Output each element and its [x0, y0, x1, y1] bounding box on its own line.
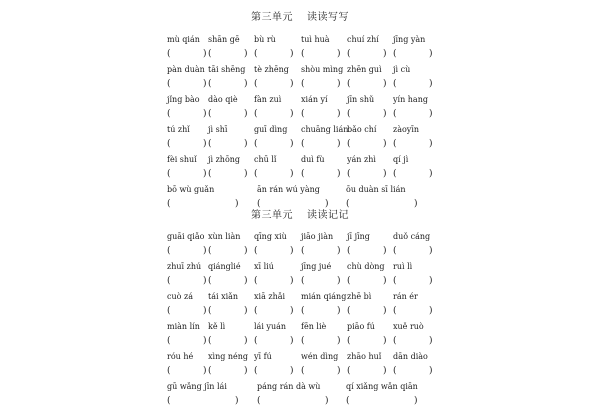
open-paren: ( — [208, 366, 212, 376]
close-paren: ) — [290, 49, 294, 59]
open-paren: ( — [208, 79, 212, 89]
section-1-heading: 读读写写 — [307, 12, 349, 23]
pinyin-text: jǐng bào — [167, 95, 200, 104]
open-paren: ( — [167, 49, 171, 59]
pinyin-text: fèi shuǐ — [167, 155, 197, 164]
open-paren: ( — [393, 246, 397, 256]
pinyin-text: jīng jué — [301, 262, 332, 271]
open-paren: ( — [393, 109, 397, 119]
close-paren: ) — [383, 79, 387, 89]
open-paren: ( — [301, 79, 305, 89]
close-paren: ) — [290, 306, 294, 316]
close-paren: ) — [337, 306, 341, 316]
close-paren: ) — [414, 199, 418, 209]
close-paren: ) — [203, 336, 207, 346]
pinyin-text: tuì huà — [301, 35, 330, 44]
pinyin-text: chù dòng — [347, 262, 385, 271]
close-paren: ) — [244, 109, 248, 119]
answer-blank[interactable] — [393, 245, 463, 257]
pinyin-text: chuāng lián — [301, 125, 349, 134]
answer-blank[interactable] — [393, 275, 463, 287]
word-row — [0, 262, 600, 292]
close-paren: ) — [337, 246, 341, 256]
open-paren: ( — [254, 336, 258, 346]
pinyin-text: bǎo chí — [347, 125, 377, 134]
pinyin-text: jīng yàn — [393, 35, 426, 44]
close-paren: ) — [203, 169, 207, 179]
pinyin-text: dào qiè — [208, 95, 238, 104]
close-paren: ) — [290, 246, 294, 256]
open-paren: ( — [347, 246, 351, 256]
close-paren: ) — [383, 246, 387, 256]
close-paren: ) — [429, 336, 433, 346]
open-paren: ( — [254, 276, 258, 286]
close-paren: ) — [337, 336, 341, 346]
answer-blank[interactable] — [393, 305, 463, 317]
open-paren: ( — [346, 396, 350, 406]
open-paren: ( — [167, 336, 171, 346]
answer-blank[interactable] — [257, 395, 327, 407]
pinyin-text: jī jīng — [347, 232, 370, 241]
close-paren: ) — [244, 336, 248, 346]
open-paren: ( — [208, 336, 212, 346]
close-paren: ) — [383, 109, 387, 119]
close-paren: ) — [429, 306, 433, 316]
pinyin-text: guāi qiǎo — [167, 232, 205, 241]
pinyin-text: zhāo huǐ — [347, 352, 382, 361]
pinyin-text: qīng xiù — [254, 232, 287, 241]
open-paren: ( — [393, 276, 397, 286]
open-paren: ( — [208, 276, 212, 286]
close-paren: ) — [383, 336, 387, 346]
close-paren: ) — [244, 366, 248, 376]
close-paren: ) — [337, 139, 341, 149]
close-paren: ) — [383, 306, 387, 316]
pinyin-text: qí xiǎng wǎn qiān — [346, 382, 418, 391]
open-paren: ( — [167, 246, 171, 256]
answer-blank[interactable] — [393, 168, 463, 180]
open-paren: ( — [254, 366, 258, 376]
pinyin-text: zàoyīn — [393, 125, 420, 134]
close-paren: ) — [244, 276, 248, 286]
close-paren: ) — [235, 199, 239, 209]
pinyin-text: xián yí — [301, 95, 328, 104]
answer-blank[interactable] — [393, 48, 463, 60]
pinyin-text: chū lǐ — [254, 155, 277, 164]
open-paren: ( — [301, 336, 305, 346]
pinyin-text: wén dìng — [301, 352, 339, 361]
answer-blank[interactable] — [393, 108, 463, 120]
pinyin-text: xiā zhǎi — [254, 292, 286, 301]
pinyin-text: tè zhēng — [254, 65, 289, 74]
open-paren: ( — [167, 396, 171, 406]
close-paren: ) — [429, 366, 433, 376]
close-paren: ) — [290, 139, 294, 149]
pinyin-text: róu hé — [167, 352, 194, 361]
open-paren: ( — [254, 79, 258, 89]
close-paren: ) — [383, 169, 387, 179]
close-paren: ) — [203, 109, 207, 119]
close-paren: ) — [337, 79, 341, 89]
pinyin-text: duǒ cáng — [393, 232, 431, 241]
pinyin-text: jì cù — [393, 65, 411, 74]
open-paren: ( — [347, 109, 351, 119]
open-paren: ( — [167, 366, 171, 376]
open-paren: ( — [347, 139, 351, 149]
close-paren: ) — [203, 306, 207, 316]
word-row — [0, 125, 600, 155]
open-paren: ( — [167, 169, 171, 179]
answer-blank[interactable] — [346, 395, 416, 407]
close-paren: ) — [325, 396, 329, 406]
open-paren: ( — [167, 79, 171, 89]
open-paren: ( — [167, 306, 171, 316]
open-paren: ( — [347, 366, 351, 376]
answer-blank[interactable] — [393, 335, 463, 347]
open-paren: ( — [301, 169, 305, 179]
open-paren: ( — [393, 336, 397, 346]
open-paren: ( — [393, 139, 397, 149]
word-row — [0, 352, 600, 382]
close-paren: ) — [203, 366, 207, 376]
pinyin-text: fēn liè — [301, 322, 327, 331]
close-paren: ) — [290, 79, 294, 89]
pinyin-text: mián qiáng — [301, 292, 347, 301]
pinyin-text: fàn zuì — [254, 95, 282, 104]
pinyin-text: shòu mìng — [301, 65, 344, 74]
open-paren: ( — [167, 276, 171, 286]
pinyin-text: ruì lì — [393, 262, 413, 271]
close-paren: ) — [429, 276, 433, 286]
pinyin-text: jì shī — [208, 125, 228, 134]
open-paren: ( — [254, 109, 258, 119]
close-paren: ) — [429, 109, 433, 119]
close-paren: ) — [429, 246, 433, 256]
open-paren: ( — [254, 49, 258, 59]
word-row — [0, 292, 600, 322]
pinyin-text: lái yuán — [254, 322, 287, 331]
pinyin-text: qí jì — [393, 155, 409, 164]
open-paren: ( — [167, 109, 171, 119]
word-row — [0, 322, 600, 352]
open-paren: ( — [301, 139, 305, 149]
pinyin-text: yín hang — [393, 95, 428, 104]
close-paren: ) — [203, 79, 207, 89]
close-paren: ) — [383, 139, 387, 149]
pinyin-text: gū wǎng jīn lái — [167, 382, 227, 391]
pinyin-text: ān rán wú yàng — [257, 185, 320, 194]
pinyin-text: tāi shēng — [208, 65, 246, 74]
pinyin-text: yán zhì — [347, 155, 376, 164]
open-paren: ( — [254, 246, 258, 256]
close-paren: ) — [290, 169, 294, 179]
pinyin-text: pàn duàn — [167, 65, 205, 74]
open-paren: ( — [347, 169, 351, 179]
open-paren: ( — [208, 139, 212, 149]
open-paren: ( — [254, 139, 258, 149]
close-paren: ) — [290, 276, 294, 286]
close-paren: ) — [290, 109, 294, 119]
pinyin-text: bō wù guǎn — [167, 185, 215, 194]
open-paren: ( — [257, 199, 261, 209]
pinyin-text: duì fù — [301, 155, 325, 164]
section-2-heading: 读读记记 — [307, 210, 349, 221]
pinyin-text: jīn shǔ — [347, 95, 375, 104]
pinyin-text: miàn lín — [167, 322, 200, 331]
open-paren: ( — [393, 79, 397, 89]
close-paren: ) — [337, 366, 341, 376]
close-paren: ) — [203, 49, 207, 59]
idiom-row — [0, 382, 600, 412]
close-paren: ) — [429, 49, 433, 59]
section-1-unit: 第三单元 — [251, 12, 293, 23]
close-paren: ) — [337, 49, 341, 59]
close-paren: ) — [244, 139, 248, 149]
close-paren: ) — [383, 366, 387, 376]
answer-blank[interactable] — [393, 78, 463, 90]
close-paren: ) — [290, 366, 294, 376]
open-paren: ( — [257, 396, 261, 406]
close-paren: ) — [383, 49, 387, 59]
open-paren: ( — [347, 276, 351, 286]
word-row — [0, 65, 600, 95]
close-paren: ) — [414, 396, 418, 406]
open-paren: ( — [167, 199, 171, 209]
open-paren: ( — [393, 306, 397, 316]
close-paren: ) — [325, 199, 329, 209]
close-paren: ) — [429, 79, 433, 89]
close-paren: ) — [203, 246, 207, 256]
open-paren: ( — [347, 79, 351, 89]
open-paren: ( — [301, 306, 305, 316]
close-paren: ) — [337, 109, 341, 119]
close-paren: ) — [235, 396, 239, 406]
pinyin-text: zhēn guì — [347, 65, 382, 74]
word-row — [0, 95, 600, 125]
open-paren: ( — [208, 246, 212, 256]
close-paren: ) — [203, 139, 207, 149]
section-1-title — [0, 8, 600, 23]
pinyin-text: mù qián — [167, 35, 200, 44]
open-paren: ( — [301, 109, 305, 119]
answer-blank[interactable] — [393, 138, 463, 150]
close-paren: ) — [429, 139, 433, 149]
close-paren: ) — [244, 79, 248, 89]
open-paren: ( — [301, 366, 305, 376]
pinyin-text: zhuī zhú — [167, 262, 202, 271]
open-paren: ( — [208, 109, 212, 119]
close-paren: ) — [244, 169, 248, 179]
pinyin-text: zhē bì — [347, 292, 372, 301]
close-paren: ) — [203, 276, 207, 286]
open-paren: ( — [208, 169, 212, 179]
pinyin-text: xuě ruò — [393, 322, 424, 331]
close-paren: ) — [429, 169, 433, 179]
open-paren: ( — [301, 246, 305, 256]
word-row — [0, 232, 600, 262]
open-paren: ( — [254, 306, 258, 316]
open-paren: ( — [393, 49, 397, 59]
close-paren: ) — [337, 276, 341, 286]
pinyin-text: cuò zá — [167, 292, 193, 301]
close-paren: ) — [337, 169, 341, 179]
open-paren: ( — [346, 199, 350, 209]
word-row — [0, 155, 600, 185]
section-2-unit: 第三单元 — [251, 210, 293, 221]
pinyin-text: xī liú — [254, 262, 274, 271]
answer-blank[interactable] — [167, 395, 237, 407]
open-paren: ( — [301, 49, 305, 59]
pinyin-text: shān gē — [208, 35, 240, 44]
pinyin-text: tái xiǎn — [208, 292, 239, 301]
open-paren: ( — [254, 169, 258, 179]
pinyin-text: qiánglié — [208, 262, 241, 271]
close-paren: ) — [244, 306, 248, 316]
open-paren: ( — [208, 306, 212, 316]
pinyin-text: jì zhōng — [208, 155, 241, 164]
pinyin-text: rán ér — [393, 292, 418, 301]
pinyin-text: yī fú — [254, 352, 272, 361]
pinyin-text: guī dìng — [254, 125, 288, 134]
open-paren: ( — [347, 49, 351, 59]
pinyin-text: piāo fú — [347, 322, 375, 331]
open-paren: ( — [393, 366, 397, 376]
open-paren: ( — [347, 306, 351, 316]
pinyin-text: bù rù — [254, 35, 276, 44]
open-paren: ( — [347, 336, 351, 346]
open-paren: ( — [393, 169, 397, 179]
open-paren: ( — [208, 49, 212, 59]
answer-blank[interactable] — [393, 365, 463, 377]
pinyin-text: ōu duàn sī lián — [346, 185, 406, 194]
open-paren: ( — [301, 276, 305, 286]
pinyin-text: jiāo jiàn — [301, 232, 334, 241]
pinyin-text: páng rán dà wù — [257, 382, 321, 391]
pinyin-text: tú zhǐ — [167, 125, 190, 134]
pinyin-text: chuí zhí — [347, 35, 379, 44]
close-paren: ) — [383, 276, 387, 286]
close-paren: ) — [290, 336, 294, 346]
pinyin-text: xùn liàn — [208, 232, 241, 241]
pinyin-text: xìng néng — [208, 352, 249, 361]
open-paren: ( — [167, 139, 171, 149]
close-paren: ) — [244, 49, 248, 59]
word-row — [0, 35, 600, 65]
close-paren: ) — [244, 246, 248, 256]
section-2-title — [0, 206, 600, 221]
pinyin-text: dān diào — [393, 352, 428, 361]
pinyin-text: kě lì — [208, 322, 226, 331]
